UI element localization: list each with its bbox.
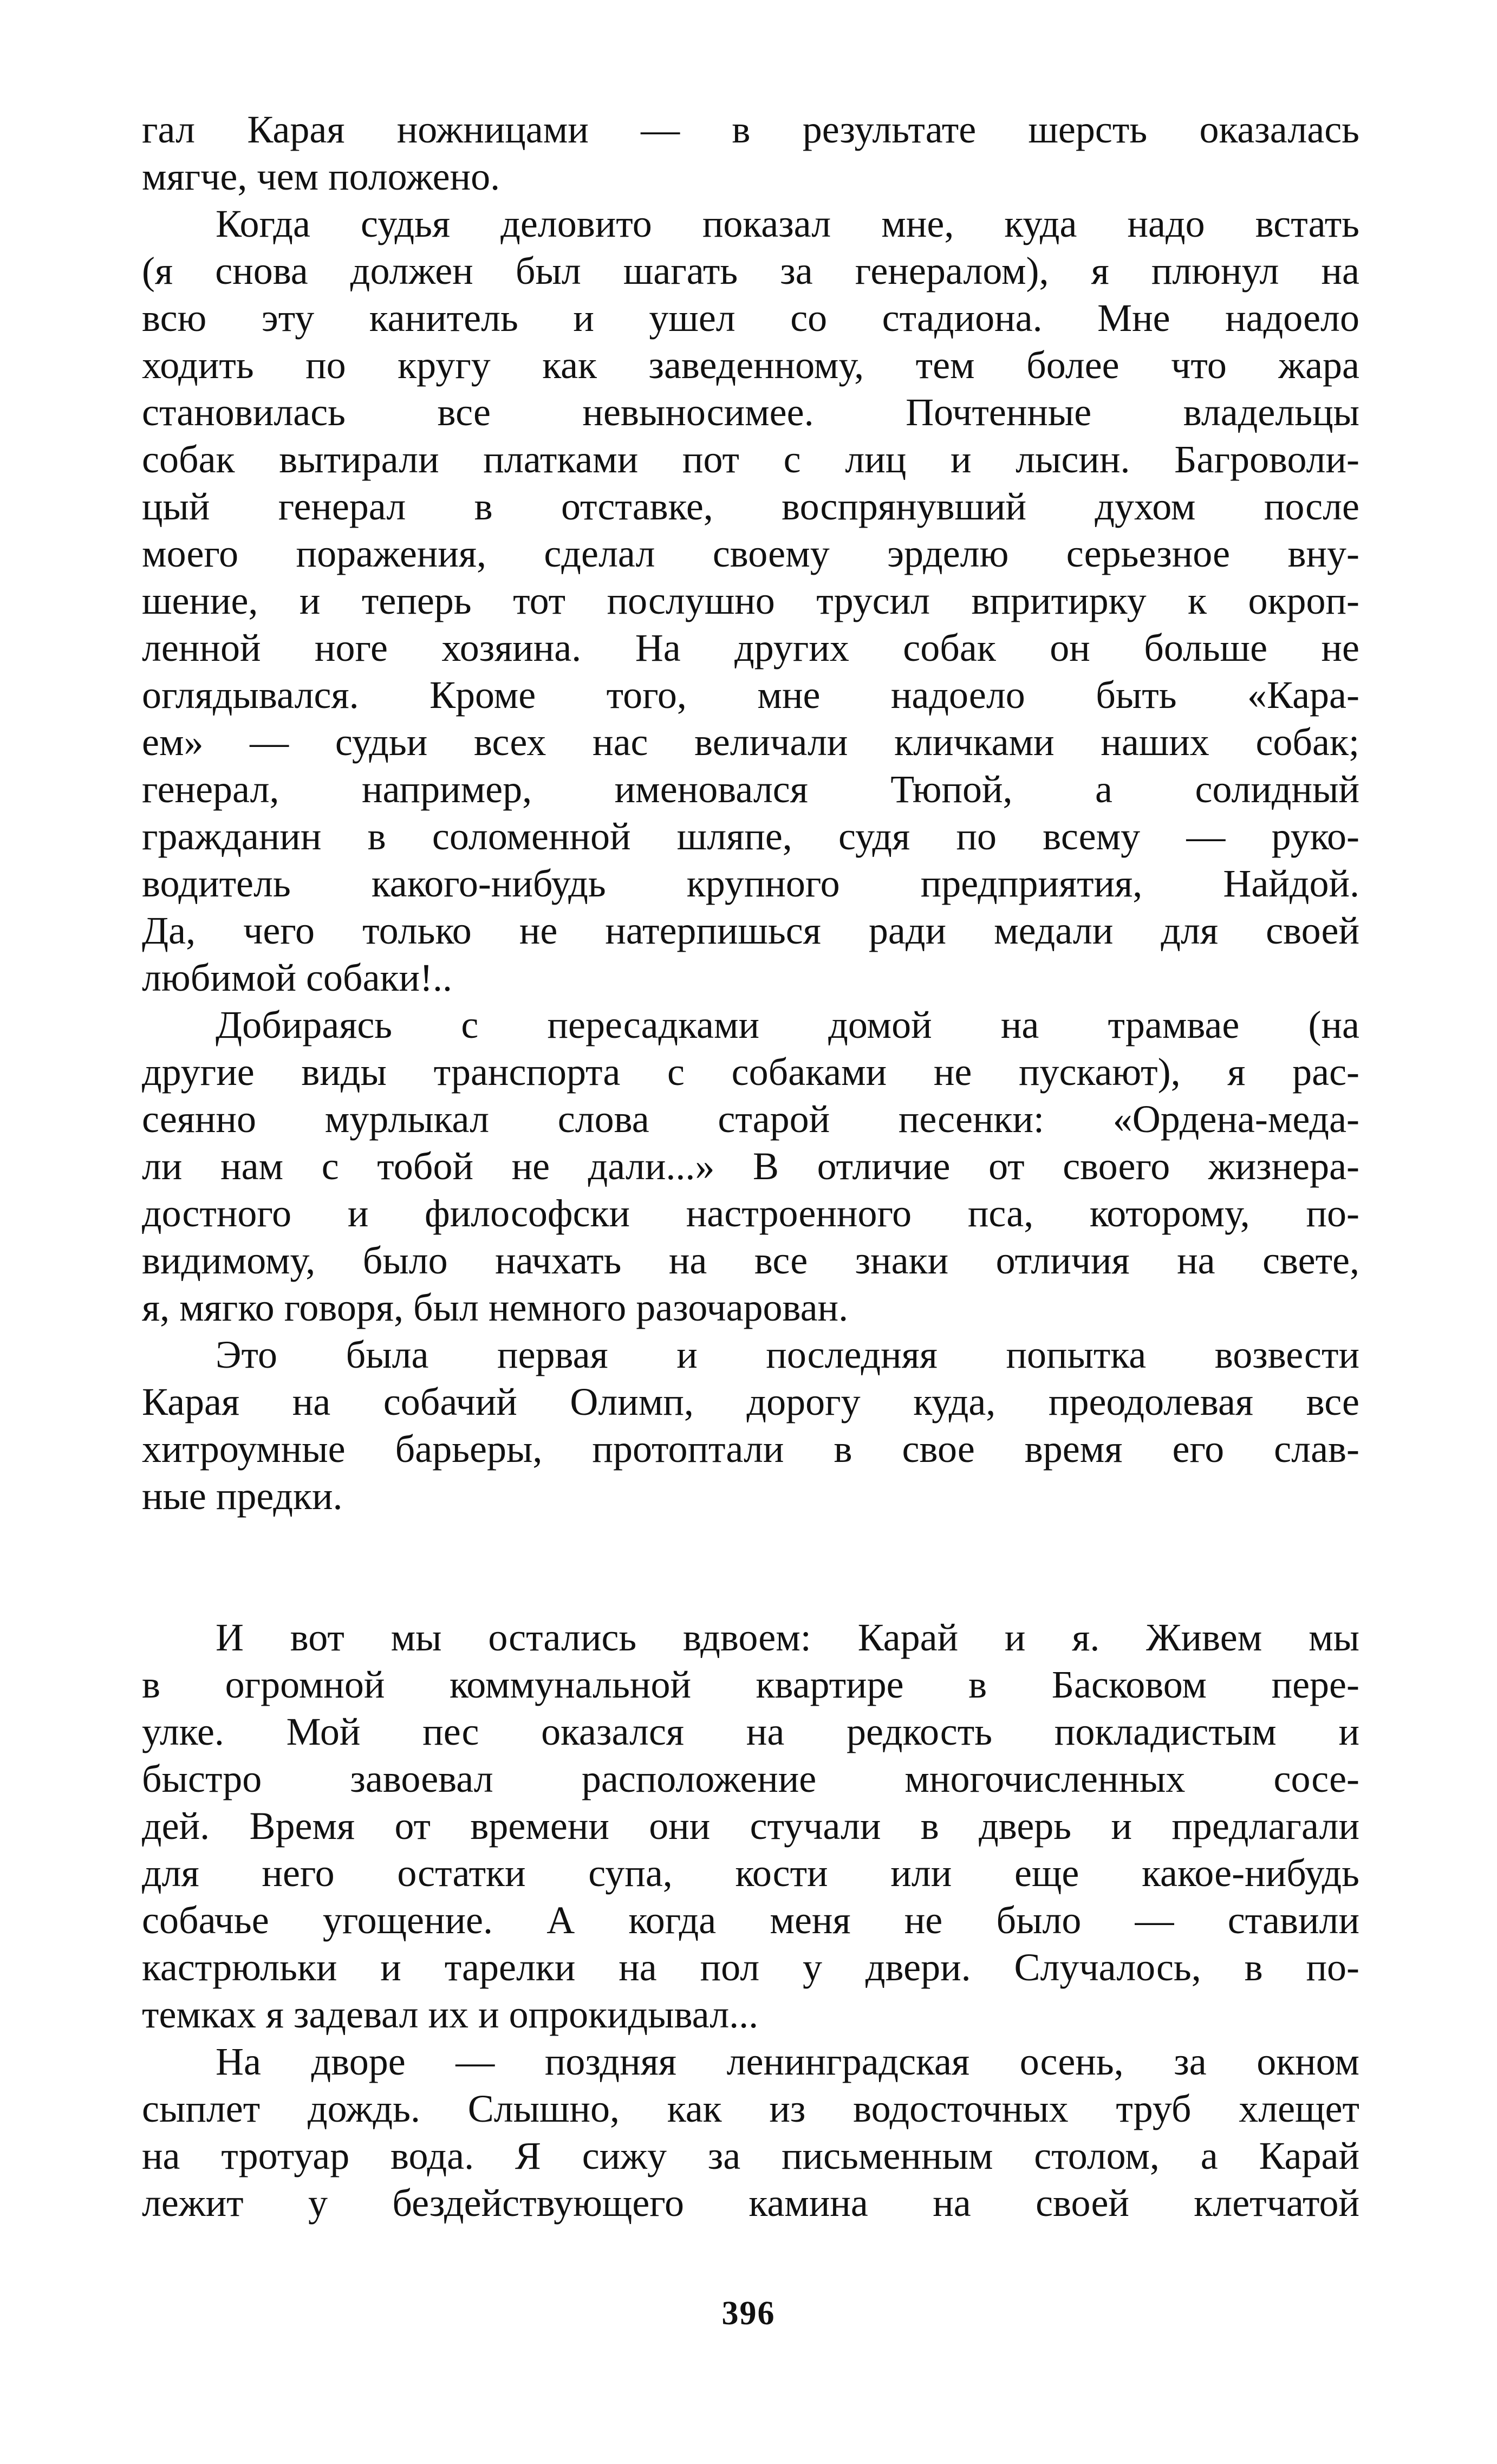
- text-line: шение, и теперь тот послушно трусил впритирку к окроп-: [142, 579, 1359, 622]
- text-line: видимому, было начхать на все знаки отличия на свете,: [142, 1239, 1359, 1282]
- text-line: улке. Мой пес оказался на редкость покладистым и: [142, 1710, 1359, 1753]
- page-number: 396: [721, 2295, 776, 2332]
- text-line: Добираясь с пересадками домой на трамвае (на: [216, 1003, 1359, 1046]
- text-line: сеянно мурлыкал слова старой песенки: «Ордена-меда-: [142, 1097, 1359, 1141]
- paragraph: [142, 2038, 1359, 2227]
- book-page-text: [142, 106, 1359, 2227]
- text-line: всю эту канитель и ушел со стадиона. Мне надоело: [142, 296, 1359, 340]
- text-line: дей. Время от времени они стучали в дверь и предлагали: [142, 1804, 1359, 1848]
- text-line: И вот мы остались вдвоем: Карай и я. Живем мы: [216, 1616, 1359, 1659]
- text-line: На дворе — поздняя ленинградская осень, за окном: [216, 2040, 1359, 2083]
- text-line: ные предки.: [142, 1474, 343, 1518]
- text-line: цый генерал в отставке, воспрянувший духом после: [142, 485, 1359, 528]
- text-line: хитроумные барьеры, протоптали в свое время его слав-: [142, 1427, 1359, 1471]
- text-line: гал Карая ножницами — в результате шерсть оказалась: [142, 108, 1359, 151]
- section-break: [142, 1520, 1359, 1614]
- text-line: моего поражения, сделал своему эрделю серьезное вну-: [142, 532, 1359, 575]
- text-line: генерал, например, именовался Тюпой, а солидный: [142, 768, 1359, 811]
- text-line: ленной ноге хозяина. На других собак он больше не: [142, 626, 1359, 669]
- text-line: сыплет дождь. Слышно, как из водосточных труб хлещет: [142, 2087, 1359, 2130]
- text-line: собак вытирали платками пот с лиц и лысин. Багроволи-: [142, 438, 1359, 481]
- text-line: любимой собаки!..: [142, 956, 453, 999]
- text-line: Карая на собачий Олимп, дорогу куда, преодолевая все: [142, 1380, 1359, 1423]
- paragraph: [142, 1331, 1359, 1520]
- paragraph: [142, 200, 1359, 1002]
- text-line: кастрюльки и тарелки на пол у двери. Случалось, в по-: [142, 1946, 1359, 1989]
- text-line: ем» — судьи всех нас величали кличками наших собак;: [142, 720, 1359, 764]
- text-line: в огромной коммунальной квартире в Басковом пере-: [142, 1663, 1359, 1706]
- paragraph: [142, 1614, 1359, 2038]
- text-line: на тротуар вода. Я сижу за письменным столом, а Карай: [142, 2134, 1359, 2177]
- paragraph: [142, 1002, 1359, 1331]
- text-line: мягче, чем положено.: [142, 155, 500, 198]
- text-line: водитель какого-нибудь крупного предприятия, Найдой.: [142, 862, 1359, 905]
- text-line: оглядывался. Кроме того, мне надоело быть «Кара-: [142, 673, 1359, 717]
- text-line: темках я задевал их и опрокидывал...: [142, 1993, 759, 2036]
- paragraph: [142, 106, 1359, 200]
- text-line: другие виды транспорта с собаками не пускают), я рас-: [142, 1050, 1359, 1094]
- text-line: достного и философски настроенного пса, которому, по-: [142, 1192, 1359, 1235]
- text-line: собачье угощение. А когда меня не было — ставили: [142, 1899, 1359, 1942]
- text-line: Это была первая и последняя попытка возвести: [216, 1333, 1359, 1376]
- text-line: для него остатки супа, кости или еще какое-нибудь: [142, 1851, 1359, 1895]
- text-line: Когда судья деловито показал мне, куда надо встать: [216, 202, 1359, 245]
- text-line: Да, чего только не натерпишься ради медали для своей: [142, 909, 1359, 952]
- text-line: гражданин в соломенной шляпе, судя по всему — руко-: [142, 815, 1359, 858]
- text-line: ходить по кругу как заведенному, тем более что жара: [142, 343, 1359, 387]
- text-line: ли нам с тобой не дали...» В отличие от своего жизнера-: [142, 1145, 1359, 1188]
- text-line: лежит у бездействующего камина на своей клетчатой: [142, 2181, 1359, 2225]
- text-line: становилась все невыносимее. Почтенные владельцы: [142, 391, 1359, 434]
- text-line: (я снова должен был шагать за генералом), я плюнул на: [142, 249, 1359, 292]
- text-line: быстро завоевал расположение многочисленных сосе-: [142, 1757, 1359, 1800]
- text-line: я, мягко говоря, был немного разочарован.: [142, 1286, 849, 1329]
